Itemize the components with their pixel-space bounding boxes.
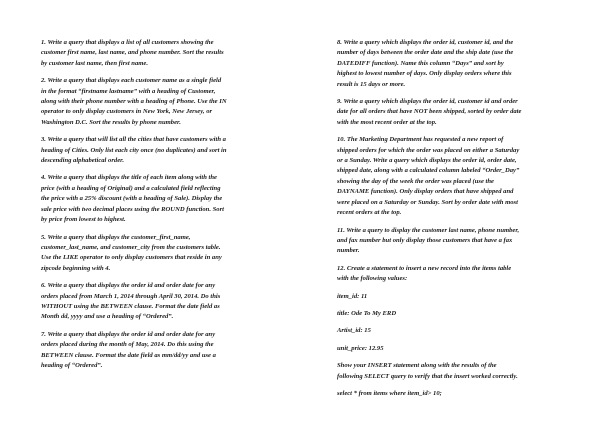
question-paragraph xyxy=(337,361,570,382)
text-line: 8. Write a query which displays the order id, customer id, and the xyxy=(337,39,514,46)
text-line: unit_price: 12.95 xyxy=(337,344,384,352)
text-line: orders placed from March 1, 2014 through April 30, 2014. Do this xyxy=(41,292,221,300)
question-paragraph xyxy=(337,226,570,257)
question-paragraph xyxy=(337,309,570,319)
text-line: by price from lowest to highest. xyxy=(41,216,126,224)
text-line: number of days between the order date and the ship date (use the xyxy=(337,49,514,57)
text-line: WITHOUT using the BETWEEN clause. Format the date field as xyxy=(41,302,220,310)
text-line: date for all orders that have NOT been shipped, sorted by order date xyxy=(337,108,522,116)
text-line: operator to only display customers in New York, New Jersey, or xyxy=(41,108,213,116)
question-paragraph xyxy=(41,233,275,275)
text-line: select * from items where item_id> 10; xyxy=(337,389,442,397)
question-paragraph xyxy=(337,389,570,399)
text-line: title: Ode To My ERD xyxy=(337,309,397,317)
text-line: Show your INSERT statement along with the results of the xyxy=(337,362,497,370)
right-column xyxy=(337,38,570,406)
text-line: following SELECT query to verify that the insert worked correctly. xyxy=(337,372,518,380)
text-line: 7. Write a query that displays the order id and order date for any xyxy=(41,330,216,338)
text-line: shipped date, along with a calculated column labeled “Order_Day” xyxy=(337,167,520,175)
text-line: highest to lowest number of days. Only display orders where this xyxy=(337,70,512,78)
text-line: 2. Write a query that displays each customer name as a single field xyxy=(41,77,222,85)
text-line: DATEDIFF function). Name this column “Days” and sort by xyxy=(337,59,504,67)
text-line: heading of “Ordered”. xyxy=(41,361,103,369)
question-paragraph xyxy=(41,38,275,69)
text-line: BETWEEN clause. Format the date field as mm/dd/yy and use a xyxy=(41,351,216,359)
text-line: shipped orders for which the order was placed on either a Saturday xyxy=(337,146,520,154)
question-paragraph xyxy=(337,326,570,336)
question-paragraph xyxy=(41,281,275,323)
text-line: heading of Cities. Only list each city once (no duplicates) and sort in xyxy=(41,146,227,154)
text-line: 1. Write a query that displays a list of all customers showing the xyxy=(41,39,214,46)
text-line: zipcode beginning with 4. xyxy=(41,264,111,272)
text-line: along with their phone number with a heading of Phone. Use the IN xyxy=(41,98,227,106)
text-line: item_id: 11 xyxy=(337,292,368,300)
left-column xyxy=(41,38,275,378)
question-paragraph xyxy=(337,38,570,90)
text-line: showing the day of the week the order was placed (use the xyxy=(337,177,494,185)
text-line: Artist_id: 15 xyxy=(337,327,371,335)
text-line: Month dd, yyyy and use a heading of “Ordered”. xyxy=(41,313,174,321)
question-paragraph xyxy=(337,97,570,128)
text-line: the price with a 25% discount (with a heading of Sale). Display the xyxy=(41,195,223,203)
text-line: 3. Write a query that will list all the cities that have customers with a xyxy=(41,136,226,144)
text-line: with the following values: xyxy=(337,275,408,283)
text-line: number. xyxy=(337,247,360,255)
text-line: 6. Write a query that displays the order id and order date for any xyxy=(41,282,216,290)
text-line: or a Sunday. Write a query which displays the order id, order date, xyxy=(337,157,517,165)
text-line: price (with a heading of Original) and a calculated field reflecting xyxy=(41,184,221,192)
text-line: by customer last name, then first name. xyxy=(41,59,148,67)
text-line: were placed on a Saturday or Sunday. Sort by order date with most xyxy=(337,198,518,206)
text-line: customer first name, last name, and phone number. Sort the results xyxy=(41,49,224,57)
text-line: result is 15 days or more. xyxy=(337,80,406,88)
question-paragraph xyxy=(337,344,570,354)
text-line: sale price with two decimal places using the ROUND function. Sort xyxy=(41,205,224,213)
text-line: 9. Write a query which displays the order id, customer id and order xyxy=(337,98,518,106)
text-line: Use the LIKE operator to only display customers that reside in any xyxy=(41,254,222,262)
text-line: DAYNAME function). Only display orders that have shipped and xyxy=(337,188,514,196)
text-line: descending alphabetical order. xyxy=(41,157,124,165)
text-line: 10. The Marketing Department has requested a new report of xyxy=(337,136,504,144)
text-line: with the most recent order at the top. xyxy=(337,118,437,126)
question-paragraph xyxy=(41,330,275,372)
text-line: 11. Write a query to display the customer last name, phone number, xyxy=(337,226,520,234)
question-paragraph xyxy=(41,76,275,128)
text-line: 5. Write a query that displays the customer_first_name, xyxy=(41,233,191,241)
question-paragraph xyxy=(337,264,570,285)
question-paragraph xyxy=(41,135,275,166)
question-paragraph xyxy=(41,173,275,225)
text-line: recent orders at the top. xyxy=(337,209,402,217)
question-paragraph xyxy=(337,135,570,218)
text-line: and fax number but only display those customers that have a fax xyxy=(337,236,513,244)
text-line: customer_last_name, and customer_city from the customers table. xyxy=(41,243,221,251)
text-line: orders placed during the month of May, 2014. Do this using the xyxy=(41,341,214,349)
question-paragraph xyxy=(337,292,570,302)
text-line: 4. Write a query that displays the title of each item along with the xyxy=(41,174,217,182)
text-line: 12. Create a statement to insert a new record into the items table xyxy=(337,264,512,272)
text-line: Washington D.C. Sort the results by phone number. xyxy=(41,118,181,126)
text-line: in the format “firstname lastname” with a heading of Customer, xyxy=(41,87,216,95)
